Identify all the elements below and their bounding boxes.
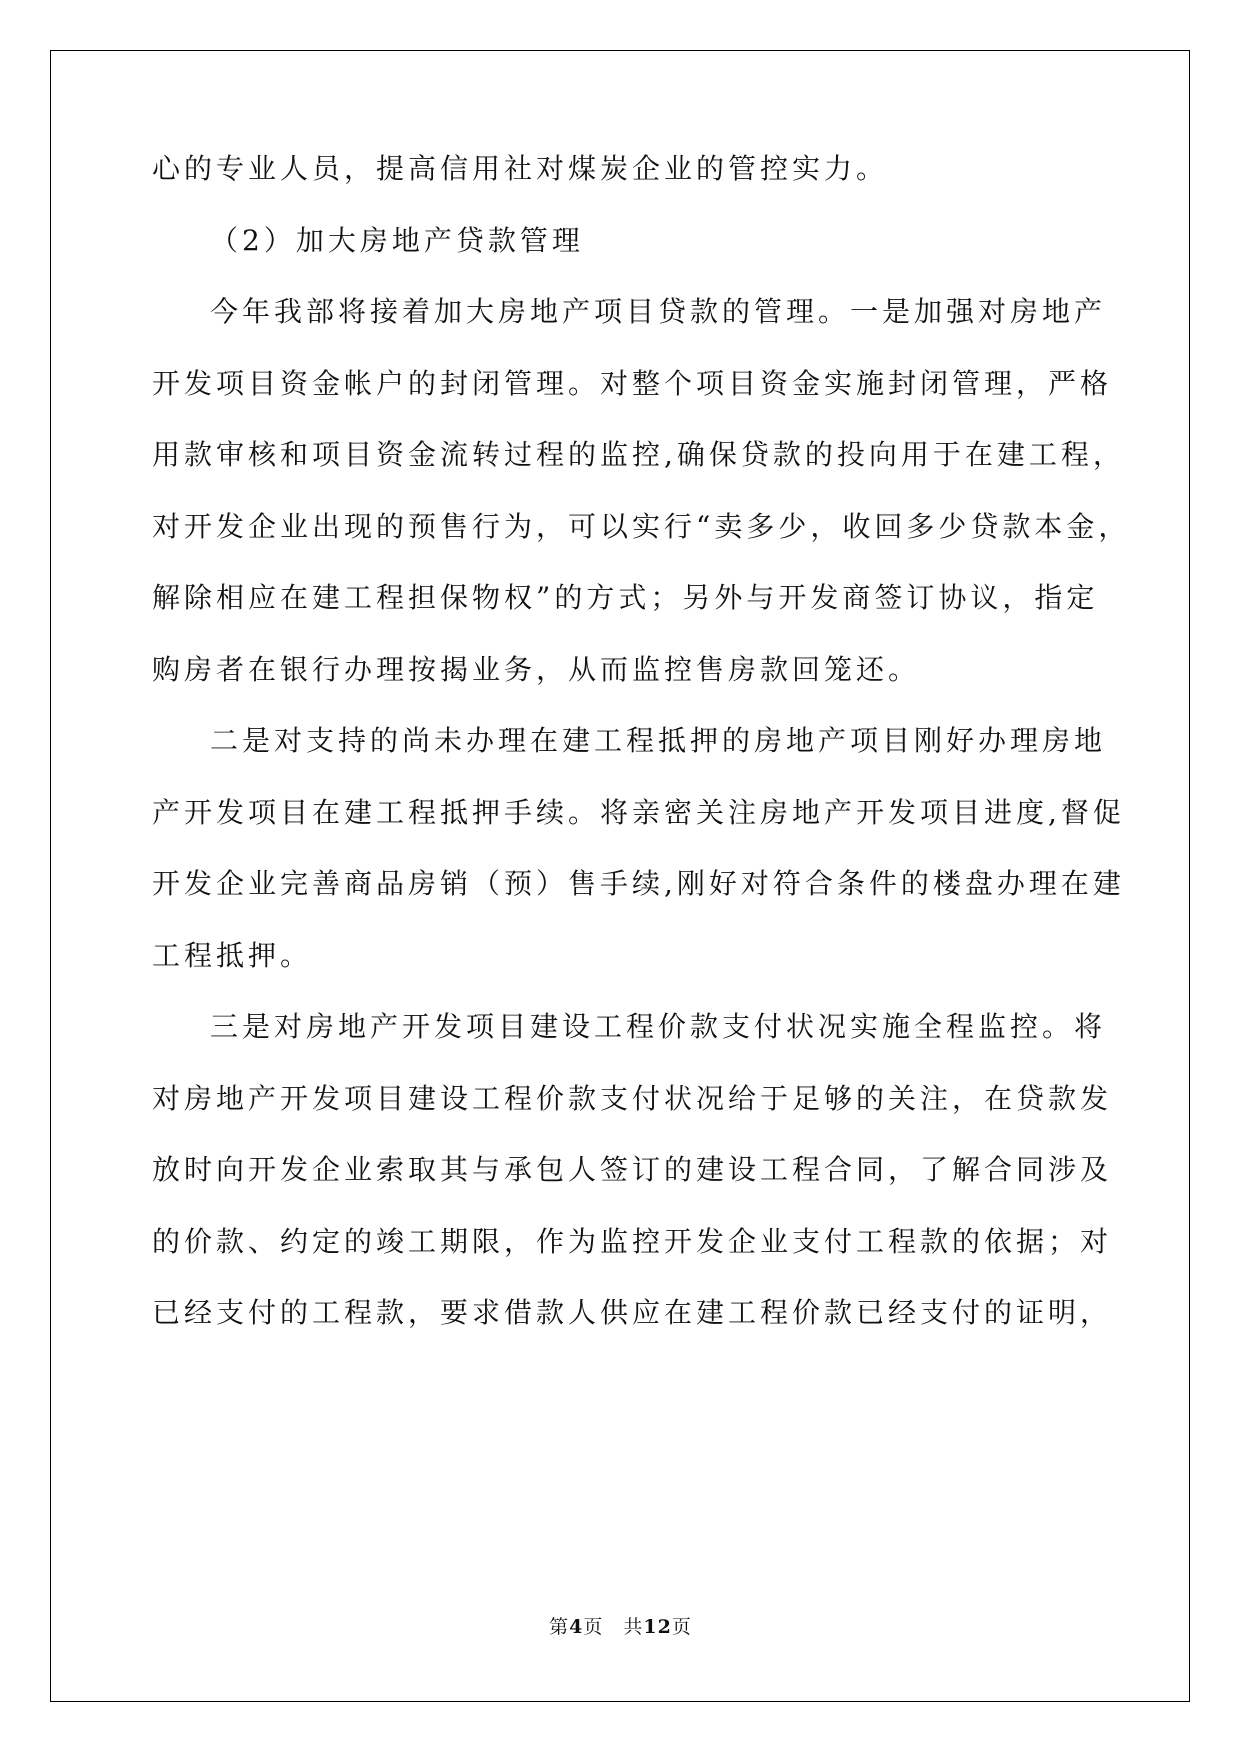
- text-line: 工程抵押。: [152, 938, 313, 972]
- section-heading: （2）加大房地产贷款管理: [210, 223, 584, 257]
- footer-prefix: 第: [549, 1616, 570, 1638]
- text-line: 对房地产开发项目建设工程价款支付状况给于足够的关注，在贷款发: [152, 1081, 1113, 1115]
- current-page-number: 4: [569, 1616, 584, 1638]
- text-line: 对开发企业出现的预售行为，可以实行“卖多少，收回多少贷款本金，: [152, 509, 1131, 543]
- footer-suffix: 页: [671, 1616, 692, 1638]
- text-line: 开发企业完善商品房销（预）售手续,刚好对符合条件的楼盘办理在建: [152, 867, 1125, 900]
- text-line: 心的专业人员，提高信用社对煤炭企业的管控实力。: [152, 152, 889, 185]
- text-line: 用款审核和项目资金流转过程的监控,确保贷款的投向用于在建工程，: [152, 438, 1125, 471]
- text-line: 三是对房地产开发项目建设工程价款支付状况实施全程监控。将: [210, 1010, 1107, 1043]
- document-body: [152, 152, 1131, 1370]
- text-line: 产开发项目在建工程抵押手续。将亲密关注房地产开发项目进度,督促: [152, 795, 1125, 829]
- footer-mid: 页 共: [583, 1616, 644, 1638]
- text-line: 开发项目资金帐户的封闭管理。对整个项目资金实施封闭管理，严格: [152, 366, 1113, 400]
- text-line: 购房者在银行办理按揭业务，从而监控售房款回笼还。: [152, 652, 921, 686]
- text-line: 已经支付的工程款，要求借款人供应在建工程价款已经支付的证明，: [152, 1296, 1113, 1329]
- page-footer: [0, 1612, 1241, 1639]
- text-line: 放时向开发企业索取其与承包人签订的建设工程合同，了解合同涉及: [152, 1153, 1113, 1186]
- text-line: 的价款、约定的竣工期限，作为监控开发企业支付工程款的依据；对: [152, 1224, 1113, 1258]
- text-line: 今年我部将接着加大房地产项目贷款的管理。一是加强对房地产: [210, 295, 1107, 328]
- text-line: 二是对支持的尚未办理在建工程抵押的房地产项目刚好办理房地: [210, 724, 1107, 757]
- total-page-count: 12: [643, 1616, 672, 1638]
- text-line: 解除相应在建工程担保物权”的方式；另外与开发商签订协议，指定: [152, 581, 1099, 614]
